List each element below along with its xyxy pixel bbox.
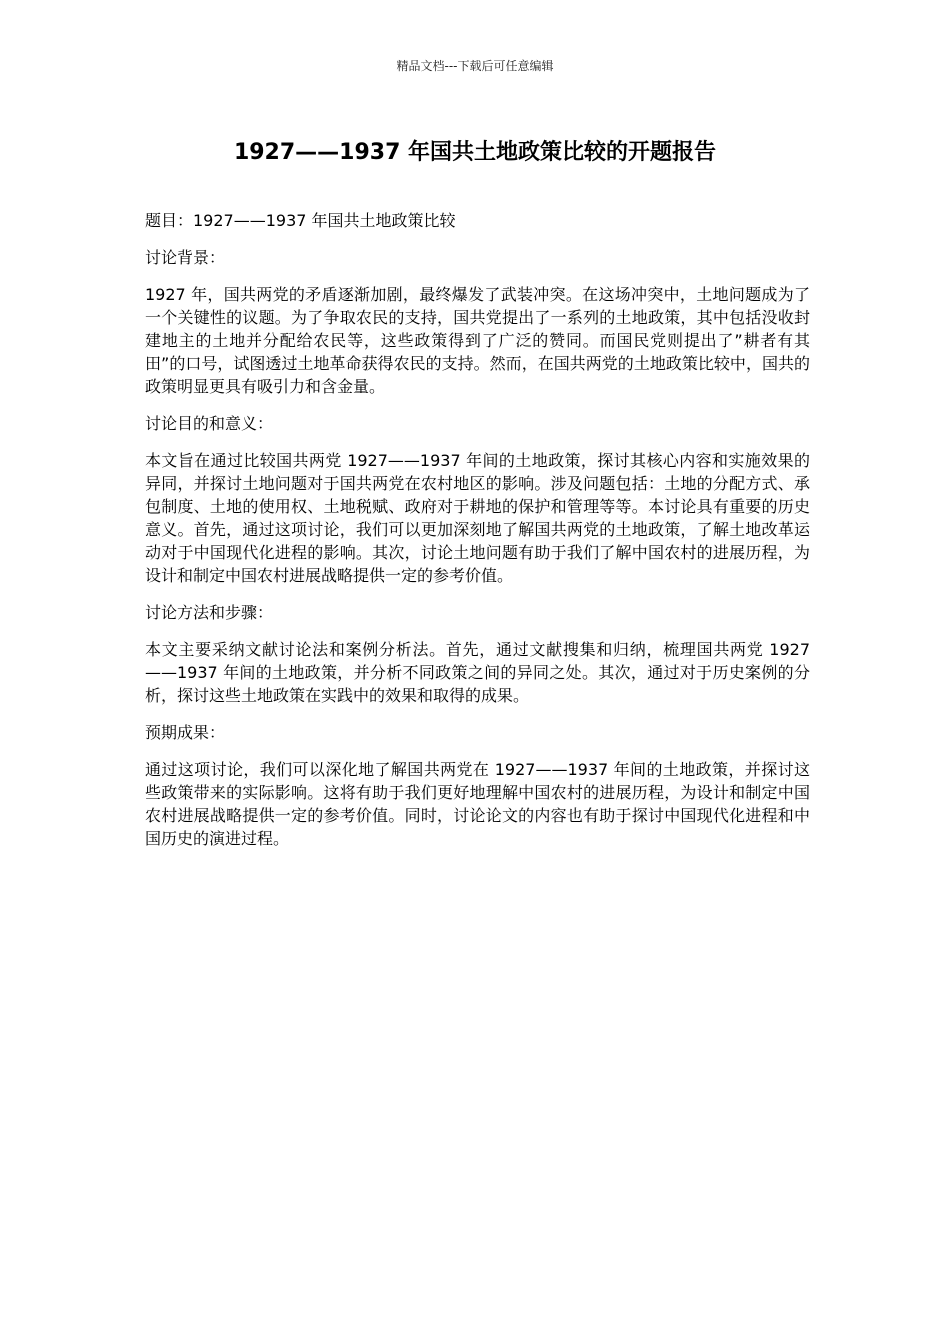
section-heading-background: 讨论背景： — [145, 248, 226, 267]
section-heading-outcomes: 预期成果： — [145, 723, 226, 742]
paragraph-methods: 本文主要采纳文献讨论法和案例分析法。首先，通过文献搜集和归纳，梳理国共两党 1927——1937 年间的土地政策，并分析不同政策之间的异同之处。其次，通过对于历史案例的分析，探讨这些土地政策在实践中的效果和取得的成果。 — [145, 640, 810, 705]
paragraph-outcomes: 通过这项讨论，我们可以深化地了解国共两党在 1927——1937 年间的土地政策，并探讨这些政策带来的实际影响。这将有助于我们更好地理解中国农村的进展历程，为设计和制定中国农村进展战略提供一定的参考价值。同时，讨论论文的内容也有助于探讨中国现代化进程和中国历史的演进过程。 — [145, 760, 810, 848]
page-header-watermark: 精品文档---下载后可任意编辑 — [396, 59, 554, 73]
paragraph-purpose: 本文旨在通过比较国共两党 1927——1937 年间的土地政策，探讨其核心内容和实施效果的异同，并探讨土地问题对于国共两党在农村地区的影响。涉及问题包括：土地的分配方式、承包制度、土地的使用权、土地税赋、政府对于耕地的保护和管理等等。本讨论具有重要的历史意义。首先，通过这项讨论，我们可以更加深刻地了解国共两党的土地政策，了解土地改革运动对于中国现代化进程的影响。其次，讨论土地问题有助于我们了解中国农村的进展历程，为设计和制定中国农村进展战略提供一定的参考价值。 — [145, 451, 810, 585]
section-heading-methods: 讨论方法和步骤： — [145, 603, 274, 622]
document-title: 1927——1937 年国共土地政策比较的开题报告 — [233, 140, 717, 165]
document-body — [145, 209, 810, 864]
topic-line: 题目：1927——1937 年国共土地政策比较 — [145, 211, 456, 230]
paragraph-background: 1927 年，国共两党的矛盾逐渐加剧，最终爆发了武装冲突。在这场冲突中，土地问题成为了一个关键性的议题。为了争取农民的支持，国共党提出了一系列的土地政策，其中包括没收封建地主的土地并分配给农民等，这些政策得到了广泛的赞同。而国民党则提出了”耕者有其田”的口号，试图透过土地革命获得农民的支持。然而，在国共两党的土地政策比较中，国共的政策明显更具有吸引力和含金量。 — [145, 285, 810, 396]
section-heading-purpose: 讨论目的和意义： — [145, 414, 274, 433]
